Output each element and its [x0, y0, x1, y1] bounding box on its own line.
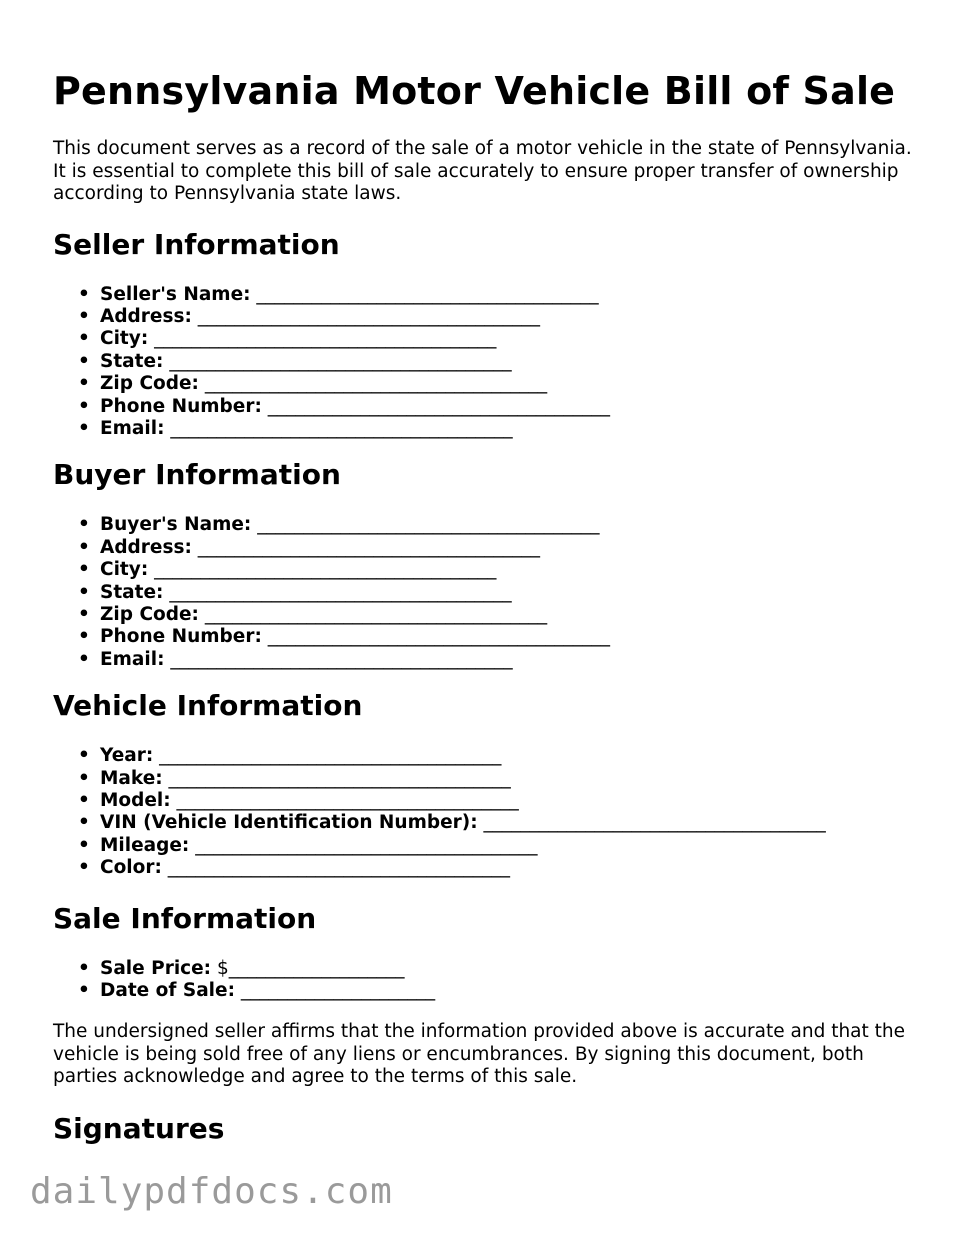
buyer-city-field: • City: _____________________________________ [78, 559, 497, 581]
field-blank[interactable]: _____________________________________ [204, 603, 548, 625]
field-blank[interactable]: _____________________________________ [257, 514, 600, 536]
field-label: Mileage: [100, 834, 190, 856]
sale-price-field: • Sale Price: $___________________ [78, 957, 405, 979]
buyer-heading: Buyer Information [53, 458, 341, 492]
field-blank[interactable]: _____________________________________ [256, 283, 599, 305]
field-label: Zip Code: [100, 373, 199, 395]
seller-email-field: • Email: _____________________________________ [78, 417, 513, 439]
field-blank[interactable]: _____________________________________ [195, 834, 538, 856]
vehicle-field-list [53, 745, 923, 879]
field-label: Make: [100, 767, 163, 789]
field-label: Address: [100, 305, 192, 327]
field-label: Color: [100, 857, 162, 879]
sale-field-list [53, 958, 923, 1003]
field-blank[interactable]: _____________________________________ [483, 812, 826, 834]
sale-heading: Sale Information [53, 901, 317, 935]
field-label: Date of Sale: [100, 980, 235, 1002]
field-blank[interactable]: _____________________________________ [204, 373, 548, 395]
field-blank[interactable]: _____________________________________ [267, 395, 610, 417]
vehicle-vin-field: • VIN (Vehicle Identification Number): _____________________________________ [78, 812, 826, 834]
seller-address-field: • Address: _____________________________________ [78, 305, 541, 327]
buyer-phone-field: • Phone Number: _____________________________________ [78, 626, 610, 648]
field-label: VIN (Vehicle Identification Number): [100, 812, 478, 834]
field-label: Sale Price: [100, 957, 212, 979]
field-blank[interactable]: _____________________________________ [197, 305, 541, 327]
field-label: Zip Code: [100, 603, 199, 625]
buyer-zip-field: • Zip Code: _____________________________________ [78, 603, 548, 625]
field-blank[interactable]: _____________________ [240, 980, 436, 1002]
field-label: State: [100, 350, 164, 372]
field-label: State: [100, 581, 164, 603]
sale-date-field: • Date of Sale: _____________________ [78, 980, 436, 1002]
intro-paragraph: This document serves as a record of the sale of a motor vehicle in the state of Pennsylvania. It is essential to complete this bill of sale accurately to ensure proper transfer of ownership according to Pennsylvania state laws. [53, 138, 912, 204]
field-blank[interactable]: _____________________________________ [170, 648, 513, 670]
field-blank[interactable]: _____________________________________ [169, 581, 512, 603]
field-blank[interactable]: _____________________________________ [169, 350, 512, 372]
affirmation-paragraph: The undersigned seller affirms that the information provided above is accurate and that the vehicle is being sold free of any liens or encumbrances. By signing this document, both parties acknowledge and agree to the terms of this sale. [53, 1021, 906, 1088]
field-label: Phone Number: [100, 626, 262, 648]
vehicle-heading: Vehicle Information [53, 689, 363, 723]
field-blank[interactable]: _____________________________________ [197, 536, 541, 558]
seller-phone-field: • Phone Number: _____________________________________ [78, 395, 610, 417]
field-blank[interactable]: _____________________________________ [154, 559, 497, 581]
field-blank[interactable]: _____________________________________ [170, 417, 513, 439]
document-page [53, 0, 923, 1146]
field-label: Phone Number: [100, 395, 262, 417]
vehicle-year-field: • Year: _____________________________________ [78, 745, 502, 767]
watermark: dailypdfdocs.com [30, 1171, 393, 1212]
vehicle-color-field: • Color: _____________________________________ [78, 857, 510, 879]
vehicle-make-field: • Make: _____________________________________ [78, 767, 511, 789]
seller-name-field: • Seller's Name: _____________________________________ [78, 283, 599, 305]
field-label: Address: [100, 536, 192, 558]
field-label: City: [100, 559, 149, 581]
field-label: Year: [100, 745, 154, 767]
buyer-name-field: • Buyer's Name: _____________________________________ [78, 514, 600, 536]
signatures-heading: Signatures [53, 1111, 225, 1145]
field-blank[interactable]: _____________________________________ [267, 626, 610, 648]
field-label: City: [100, 328, 149, 350]
buyer-email-field: • Email: _____________________________________ [78, 648, 513, 670]
field-label: Email: [100, 417, 165, 439]
field-label: Model: [100, 790, 171, 811]
seller-zip-field: • Zip Code: _____________________________________ [78, 373, 548, 395]
field-blank[interactable]: $___________________ [216, 957, 405, 979]
field-blank[interactable]: _____________________________________ [159, 745, 502, 767]
seller-state-field: • State: _____________________________________ [78, 350, 512, 372]
buyer-state-field: • State: _____________________________________ [78, 581, 512, 603]
seller-city-field: • City: _____________________________________ [78, 328, 497, 350]
field-label: Seller's Name: [100, 283, 251, 305]
buyer-address-field: • Address: _____________________________________ [78, 536, 541, 558]
buyer-field-list [53, 514, 923, 671]
field-label: Buyer's Name: [100, 514, 252, 536]
field-label: Email: [100, 648, 165, 670]
seller-heading: Seller Information [53, 227, 340, 261]
vehicle-model-field: • Model: _____________________________________ [78, 790, 519, 811]
field-blank[interactable]: _____________________________________ [154, 328, 497, 350]
page-title: Pennsylvania Motor Vehicle Bill of Sale [53, 69, 896, 113]
field-blank[interactable]: _____________________________________ [167, 857, 510, 879]
vehicle-mileage-field: • Mileage: _____________________________________ [78, 834, 538, 856]
field-blank[interactable]: _____________________________________ [176, 790, 519, 811]
seller-field-list [53, 284, 923, 441]
field-blank[interactable]: _____________________________________ [168, 767, 511, 789]
